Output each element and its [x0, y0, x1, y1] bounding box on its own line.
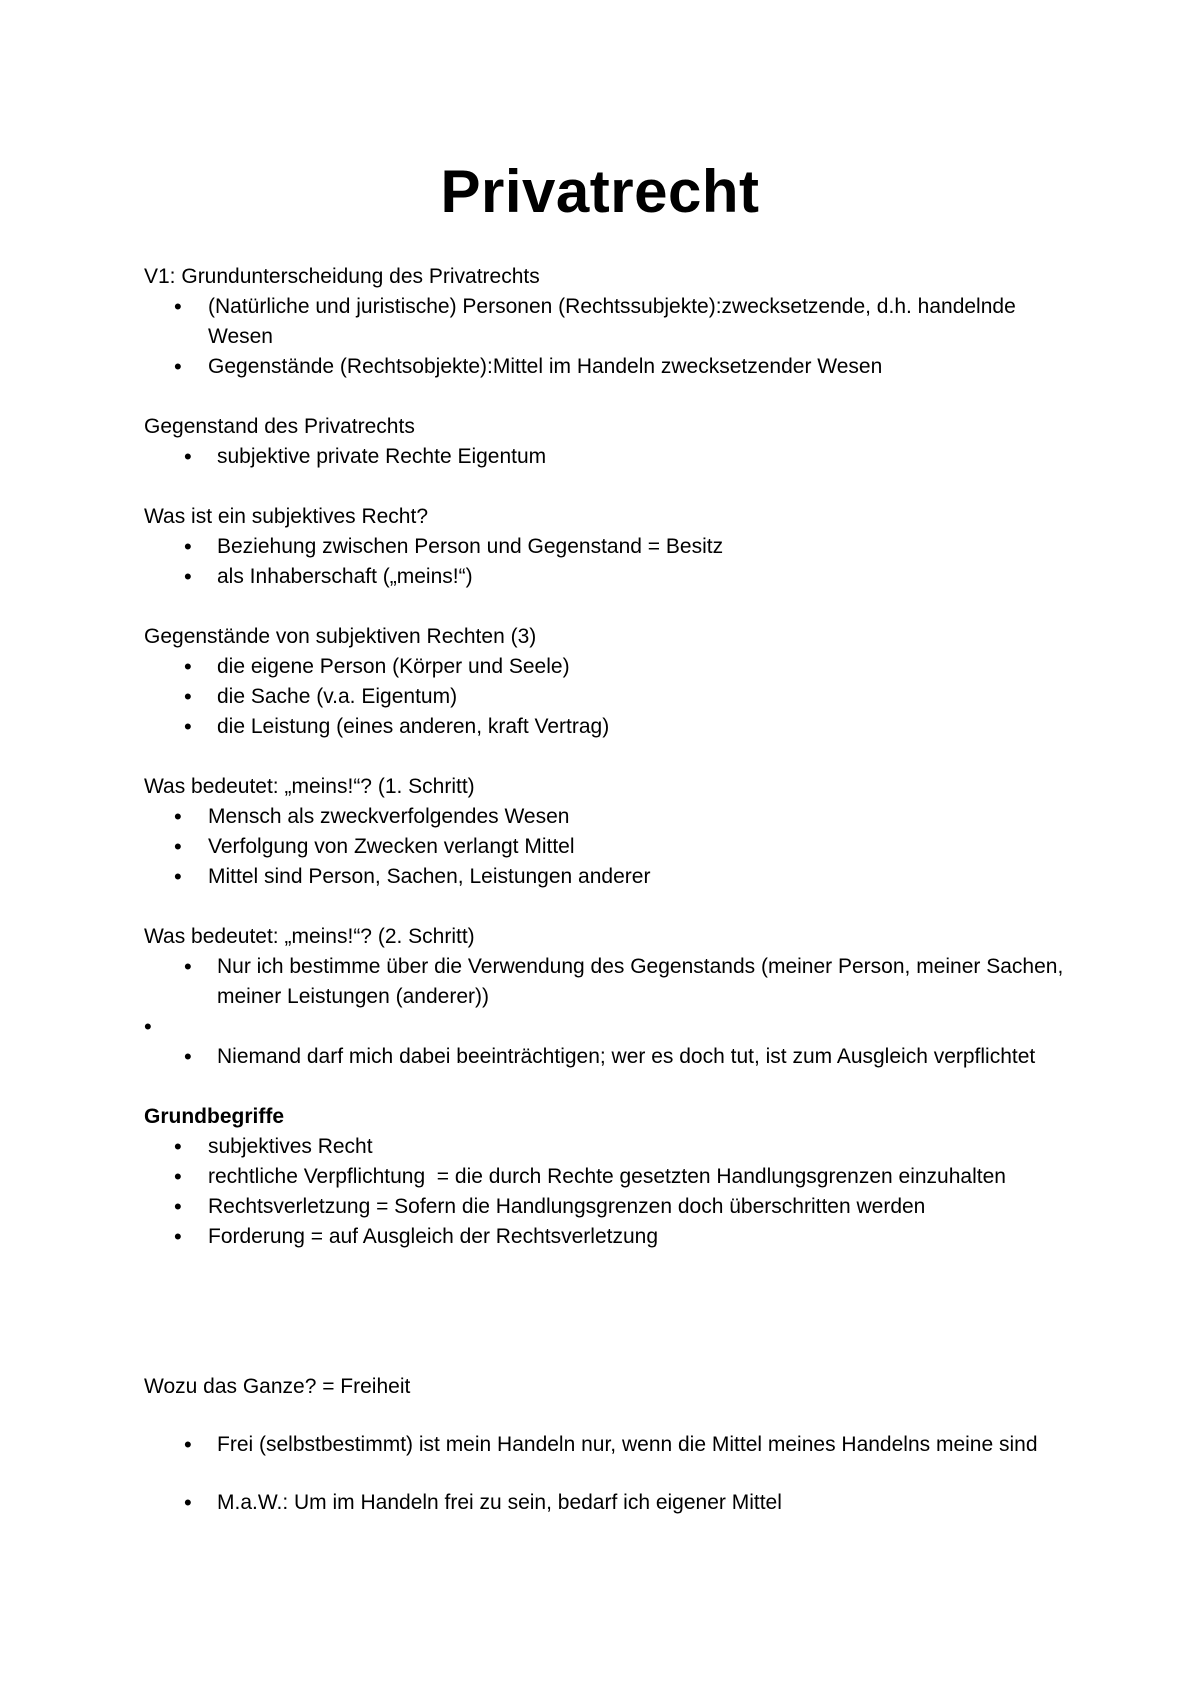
list-item-text: Niemand darf mich dabei beeinträchtigen; wer es doch tut, ist zum Ausgleich verpflichtet	[217, 1045, 1036, 1068]
bullet-icon: •	[184, 954, 192, 979]
list-item-text: Beziehung zwischen Person und Gegenstand = Besitz	[217, 535, 724, 558]
list-item	[144, 652, 1084, 682]
bullet-list	[144, 1488, 1084, 1518]
list-item-text: Gegenstände (Rechtsobjekte):Mittel im Handeln zwecksetzender Wesen	[208, 355, 883, 378]
section-grundunterscheidung	[144, 262, 1084, 382]
list-item	[144, 1488, 1084, 1518]
document-body	[144, 262, 1084, 1518]
section-subjektives-recht	[144, 502, 1084, 592]
list-item	[144, 442, 1084, 472]
bullet-icon: •	[174, 834, 182, 859]
list-item-text: Mittel sind Person, Sachen, Leistungen anderer	[208, 865, 651, 888]
bullet-icon: •	[184, 534, 192, 559]
bullet-list	[144, 1430, 1084, 1460]
list-item-text: M.a.W.: Um im Handeln frei zu sein, bedarf ich eigener Mittel	[217, 1491, 782, 1514]
list-item	[144, 1162, 1084, 1192]
list-item-text: Forderung = auf Ausgleich der Rechtsverletzung	[208, 1225, 659, 1248]
section-meins-schritt-1	[144, 772, 1084, 892]
section-heading: Wozu das Ganze? = Freiheit	[144, 1375, 411, 1398]
list-item	[144, 712, 1084, 742]
bullet-list	[144, 652, 1084, 742]
list-item	[144, 352, 1084, 382]
list-item	[144, 1042, 1084, 1072]
bullet-icon: •	[174, 1194, 182, 1219]
bullet-list	[144, 442, 1084, 472]
bullet-icon: •	[144, 1014, 152, 1039]
list-item-text: rechtliche Verpflichtung = die durch Rechte gesetzten Handlungsgrenzen einzuhalten	[208, 1165, 1006, 1188]
list-item-text: Frei (selbstbestimmt) ist mein Handeln nur, wenn die Mittel meines Handelns meine sind	[217, 1433, 1038, 1456]
bullet-icon: •	[184, 1490, 192, 1515]
section-heading: Was bedeutet: „meins!“? (1. Schritt)	[144, 775, 475, 798]
list-item-empty	[144, 1012, 1084, 1042]
bullet-list	[144, 532, 1084, 592]
bullet-icon: •	[174, 1134, 182, 1159]
list-item-text: die Leistung (eines anderen, kraft Vertrag)	[217, 715, 610, 738]
bullet-icon: •	[184, 444, 192, 469]
list-item	[144, 802, 1084, 832]
list-item	[144, 532, 1084, 562]
bullet-icon: •	[184, 684, 192, 709]
section-heading: Grundbegriffe	[144, 1105, 284, 1128]
bullet-list	[144, 1132, 1084, 1252]
list-item	[144, 562, 1084, 592]
list-item	[144, 832, 1084, 862]
bullet-icon: •	[174, 1164, 182, 1189]
bullet-icon: •	[174, 1224, 182, 1249]
list-item-text: die Sache (v.a. Eigentum)	[217, 685, 458, 708]
bullet-icon: •	[184, 1432, 192, 1457]
section-heading: Gegenstand des Privatrechts	[144, 415, 415, 438]
bullet-icon: •	[174, 354, 182, 379]
list-item	[144, 862, 1084, 892]
section-grundbegriffe	[144, 1102, 1084, 1252]
list-item	[144, 292, 1084, 352]
list-item-text: subjektives Recht	[208, 1135, 373, 1158]
list-item-text: subjektive private Rechte Eigentum	[217, 445, 547, 468]
section-gegenstand	[144, 412, 1084, 472]
list-item-text: Nur ich bestimme über die Verwendung des Gegenstands (meiner Person, meiner Sachen, meiner Leistungen (anderer))	[217, 955, 1064, 1008]
section-heading: Was bedeutet: „meins!“? (2. Schritt)	[144, 925, 475, 948]
bullet-icon: •	[184, 654, 192, 679]
section-heading: Was ist ein subjektives Recht?	[144, 505, 429, 528]
document-title: Privatrecht	[440, 158, 760, 225]
bullet-icon: •	[174, 864, 182, 889]
bullet-icon: •	[184, 564, 192, 589]
section-heading: V1: Grundunterscheidung des Privatrechts	[144, 265, 540, 288]
list-item-text: Mensch als zweckverfolgendes Wesen	[208, 805, 570, 828]
list-item	[144, 1222, 1084, 1252]
list-item	[144, 1132, 1084, 1162]
list-item-text: Rechtsverletzung = Sofern die Handlungsgrenzen doch überschritten werden	[208, 1195, 926, 1218]
section-meins-schritt-2	[144, 922, 1084, 1072]
list-item-text: als Inhaberschaft („meins!“)	[217, 565, 473, 588]
bullet-list	[144, 292, 1084, 382]
list-item-text: (Natürliche und juristische) Personen (Rechtssubjekte):zwecksetzende, d.h. handelnde Wesen	[208, 295, 1016, 348]
bullet-icon: •	[174, 294, 182, 319]
list-item-text: Verfolgung von Zwecken verlangt Mittel	[208, 835, 575, 858]
list-item	[144, 682, 1084, 712]
list-item	[144, 1430, 1084, 1460]
section-heading: Gegenstände von subjektiven Rechten (3)	[144, 625, 537, 648]
bullet-list	[144, 952, 1084, 1072]
bullet-icon: •	[184, 714, 192, 739]
list-item-text: die eigene Person (Körper und Seele)	[217, 655, 570, 678]
bullet-list	[144, 802, 1084, 892]
bullet-icon: •	[174, 804, 182, 829]
bullet-icon: •	[184, 1044, 192, 1069]
list-item	[144, 1192, 1084, 1222]
section-gegenstaende	[144, 622, 1084, 742]
list-item	[144, 952, 1084, 1012]
section-freiheit	[144, 1372, 1084, 1518]
